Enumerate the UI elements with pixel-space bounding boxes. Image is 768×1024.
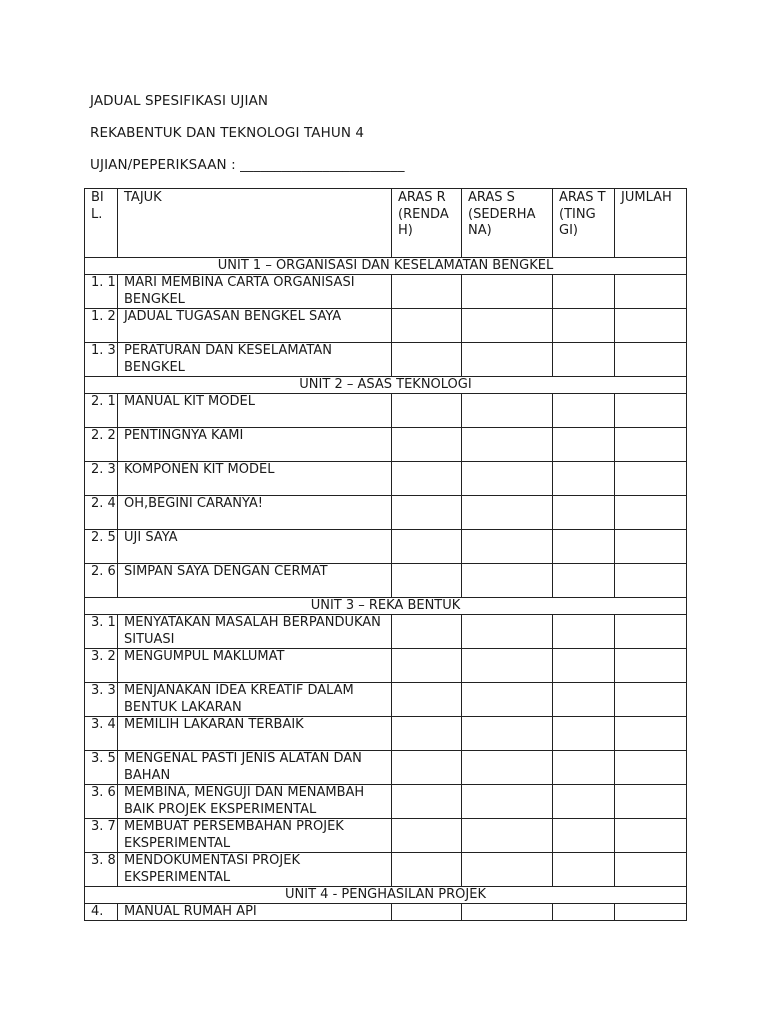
item-number: 3. 8 xyxy=(85,853,118,887)
aras-r-cell[interactable] xyxy=(392,785,462,819)
table-row xyxy=(85,496,687,530)
aras-t-cell[interactable] xyxy=(553,530,615,564)
aras-r-cell[interactable] xyxy=(392,649,462,683)
aras-t-cell[interactable] xyxy=(553,853,615,887)
aras-t-cell[interactable] xyxy=(553,649,615,683)
aras-r-cell[interactable] xyxy=(392,853,462,887)
exam-label: UJIAN/PEPERIKSAAN : ________________________ xyxy=(90,157,405,173)
unit-row xyxy=(85,887,687,904)
aras-s-cell[interactable] xyxy=(462,462,553,496)
table-row xyxy=(85,564,687,598)
aras-r-cell[interactable] xyxy=(392,428,462,462)
aras-r-cell[interactable] xyxy=(392,615,462,649)
table-row xyxy=(85,904,687,921)
aras-r-cell[interactable] xyxy=(392,496,462,530)
jumlah-cell[interactable] xyxy=(615,343,687,377)
aras-s-cell[interactable] xyxy=(462,428,553,462)
item-number: 2. 4 xyxy=(85,496,118,530)
table-row xyxy=(85,394,687,428)
item-number: 2. 1 xyxy=(85,394,118,428)
table-row xyxy=(85,785,687,819)
item-topic: MANUAL KIT MODEL xyxy=(118,394,392,428)
item-topic: PENTINGNYA KAMI xyxy=(118,428,392,462)
aras-s-cell[interactable] xyxy=(462,530,553,564)
aras-t-cell[interactable] xyxy=(553,496,615,530)
jumlah-cell[interactable] xyxy=(615,564,687,598)
jumlah-cell[interactable] xyxy=(615,496,687,530)
item-topic: MENJANAKAN IDEA KREATIF DALAM BENTUK LAKARAN xyxy=(118,683,392,717)
item-number: 3. 1 xyxy=(85,615,118,649)
table-row xyxy=(85,343,687,377)
item-number: 2. 6 xyxy=(85,564,118,598)
aras-t-cell[interactable] xyxy=(553,717,615,751)
aras-s-cell[interactable] xyxy=(462,717,553,751)
jumlah-cell[interactable] xyxy=(615,615,687,649)
aras-t-cell[interactable] xyxy=(553,904,615,921)
table-row xyxy=(85,462,687,496)
table-row xyxy=(85,751,687,785)
table-row xyxy=(85,853,687,887)
table-row xyxy=(85,615,687,649)
item-topic: UJI SAYA xyxy=(118,530,392,564)
aras-r-cell[interactable] xyxy=(392,751,462,785)
aras-s-cell[interactable] xyxy=(462,275,553,309)
jumlah-cell[interactable] xyxy=(615,785,687,819)
item-number: 2. 3 xyxy=(85,462,118,496)
item-number: 3. 7 xyxy=(85,819,118,853)
aras-t-cell[interactable] xyxy=(553,683,615,717)
document-title: JADUAL SPESIFIKASI UJIAN xyxy=(90,93,269,109)
table-row xyxy=(85,683,687,717)
item-number: 3. 5 xyxy=(85,751,118,785)
unit-row xyxy=(85,258,687,275)
aras-r-cell[interactable] xyxy=(392,904,462,921)
aras-t-cell[interactable] xyxy=(553,275,615,309)
aras-r-cell[interactable] xyxy=(392,564,462,598)
jumlah-cell[interactable] xyxy=(615,904,687,921)
aras-t-cell[interactable] xyxy=(553,394,615,428)
item-number: 4. xyxy=(85,904,118,921)
header-row xyxy=(85,189,687,258)
table-row xyxy=(85,275,687,309)
specification-table-body xyxy=(85,189,687,921)
jumlah-cell[interactable] xyxy=(615,683,687,717)
table-row xyxy=(85,530,687,564)
item-topic: MARI MEMBINA CARTA ORGANISASI BENGKEL xyxy=(118,275,392,309)
table-row xyxy=(85,819,687,853)
aras-t-cell[interactable] xyxy=(553,751,615,785)
item-topic: MENGENAL PASTI JENIS ALATAN DAN BAHAN xyxy=(118,751,392,785)
item-topic: MEMBUAT PERSEMBAHAN PROJEK EKSPERIMENTAL xyxy=(118,819,392,853)
jumlah-cell[interactable] xyxy=(615,530,687,564)
aras-s-cell[interactable] xyxy=(462,853,553,887)
unit-title: UNIT 4 - PENGHASILAN PROJEK xyxy=(85,887,687,904)
jumlah-cell[interactable] xyxy=(615,751,687,785)
header-bil: BI L. xyxy=(85,189,118,258)
item-topic: MANUAL RUMAH API xyxy=(118,904,392,921)
jumlah-cell[interactable] xyxy=(615,309,687,343)
header-aras-r: ARAS R (RENDA H) xyxy=(392,189,462,258)
table-row xyxy=(85,649,687,683)
aras-s-cell[interactable] xyxy=(462,343,553,377)
unit-title: UNIT 3 – REKA BENTUK xyxy=(85,598,687,615)
aras-s-cell[interactable] xyxy=(462,394,553,428)
aras-s-cell[interactable] xyxy=(462,785,553,819)
unit-title: UNIT 2 – ASAS TEKNOLOGI xyxy=(85,377,687,394)
aras-s-cell[interactable] xyxy=(462,649,553,683)
jumlah-cell[interactable] xyxy=(615,462,687,496)
item-number: 1. 2 xyxy=(85,309,118,343)
unit-title: UNIT 1 – ORGANISASI DAN KESELAMATAN BENGKEL xyxy=(85,258,687,275)
aras-r-cell[interactable] xyxy=(392,462,462,496)
aras-r-cell[interactable] xyxy=(392,309,462,343)
jumlah-cell[interactable] xyxy=(615,649,687,683)
item-number: 3. 2 xyxy=(85,649,118,683)
aras-s-cell[interactable] xyxy=(462,819,553,853)
aras-s-cell[interactable] xyxy=(462,683,553,717)
table-row xyxy=(85,428,687,462)
aras-s-cell[interactable] xyxy=(462,615,553,649)
aras-t-cell[interactable] xyxy=(553,785,615,819)
header-jumlah: JUMLAH xyxy=(615,189,687,258)
jumlah-cell[interactable] xyxy=(615,394,687,428)
aras-r-cell[interactable] xyxy=(392,530,462,564)
aras-s-cell[interactable] xyxy=(462,564,553,598)
aras-r-cell[interactable] xyxy=(392,819,462,853)
table-row xyxy=(85,717,687,751)
aras-r-cell[interactable] xyxy=(392,275,462,309)
item-topic: MENYATAKAN MASALAH BERPANDUKAN SITUASI xyxy=(118,615,392,649)
jumlah-cell[interactable] xyxy=(615,428,687,462)
aras-s-cell[interactable] xyxy=(462,904,553,921)
aras-t-cell[interactable] xyxy=(553,819,615,853)
aras-t-cell[interactable] xyxy=(553,564,615,598)
item-topic: SIMPAN SAYA DENGAN CERMAT xyxy=(118,564,392,598)
aras-r-cell[interactable] xyxy=(392,343,462,377)
table-row xyxy=(85,309,687,343)
document-subject: REKABENTUK DAN TEKNOLOGI TAHUN 4 xyxy=(90,125,365,141)
item-number: 1. 3 xyxy=(85,343,118,377)
aras-t-cell[interactable] xyxy=(553,462,615,496)
jumlah-cell[interactable] xyxy=(615,275,687,309)
item-topic: PERATURAN DAN KESELAMATAN BENGKEL xyxy=(118,343,392,377)
aras-r-cell[interactable] xyxy=(392,717,462,751)
specification-table xyxy=(84,188,687,921)
aras-t-cell[interactable] xyxy=(553,343,615,377)
aras-r-cell[interactable] xyxy=(392,683,462,717)
item-number: 3. 3 xyxy=(85,683,118,717)
item-topic: KOMPONEN KIT MODEL xyxy=(118,462,392,496)
item-number: 2. 2 xyxy=(85,428,118,462)
aras-s-cell[interactable] xyxy=(462,309,553,343)
unit-row xyxy=(85,377,687,394)
header-tajuk: TAJUK xyxy=(118,189,392,258)
aras-t-cell[interactable] xyxy=(553,615,615,649)
header-aras-s: ARAS S (SEDERHA NA) xyxy=(462,189,553,258)
unit-row xyxy=(85,598,687,615)
item-topic: OH,BEGINI CARANYA! xyxy=(118,496,392,530)
item-number: 2. 5 xyxy=(85,530,118,564)
jumlah-cell[interactable] xyxy=(615,819,687,853)
item-number: 3. 6 xyxy=(85,785,118,819)
aras-r-cell[interactable] xyxy=(392,394,462,428)
item-number: 3. 4 xyxy=(85,717,118,751)
item-topic: MENDOKUMENTASI PROJEK EKSPERIMENTAL xyxy=(118,853,392,887)
aras-s-cell[interactable] xyxy=(462,496,553,530)
item-topic: MEMBINA, MENGUJI DAN MENAMBAH BAIK PROJEK EKSPERIMENTAL xyxy=(118,785,392,819)
item-topic: JADUAL TUGASAN BENGKEL SAYA xyxy=(118,309,392,343)
header-aras-t: ARAS T (TING GI) xyxy=(553,189,615,258)
item-number: 1. 1 xyxy=(85,275,118,309)
aras-t-cell[interactable] xyxy=(553,428,615,462)
jumlah-cell[interactable] xyxy=(615,717,687,751)
item-topic: MEMILIH LAKARAN TERBAIK xyxy=(118,717,392,751)
item-topic: MENGUMPUL MAKLUMAT xyxy=(118,649,392,683)
aras-s-cell[interactable] xyxy=(462,751,553,785)
jumlah-cell[interactable] xyxy=(615,853,687,887)
aras-t-cell[interactable] xyxy=(553,309,615,343)
